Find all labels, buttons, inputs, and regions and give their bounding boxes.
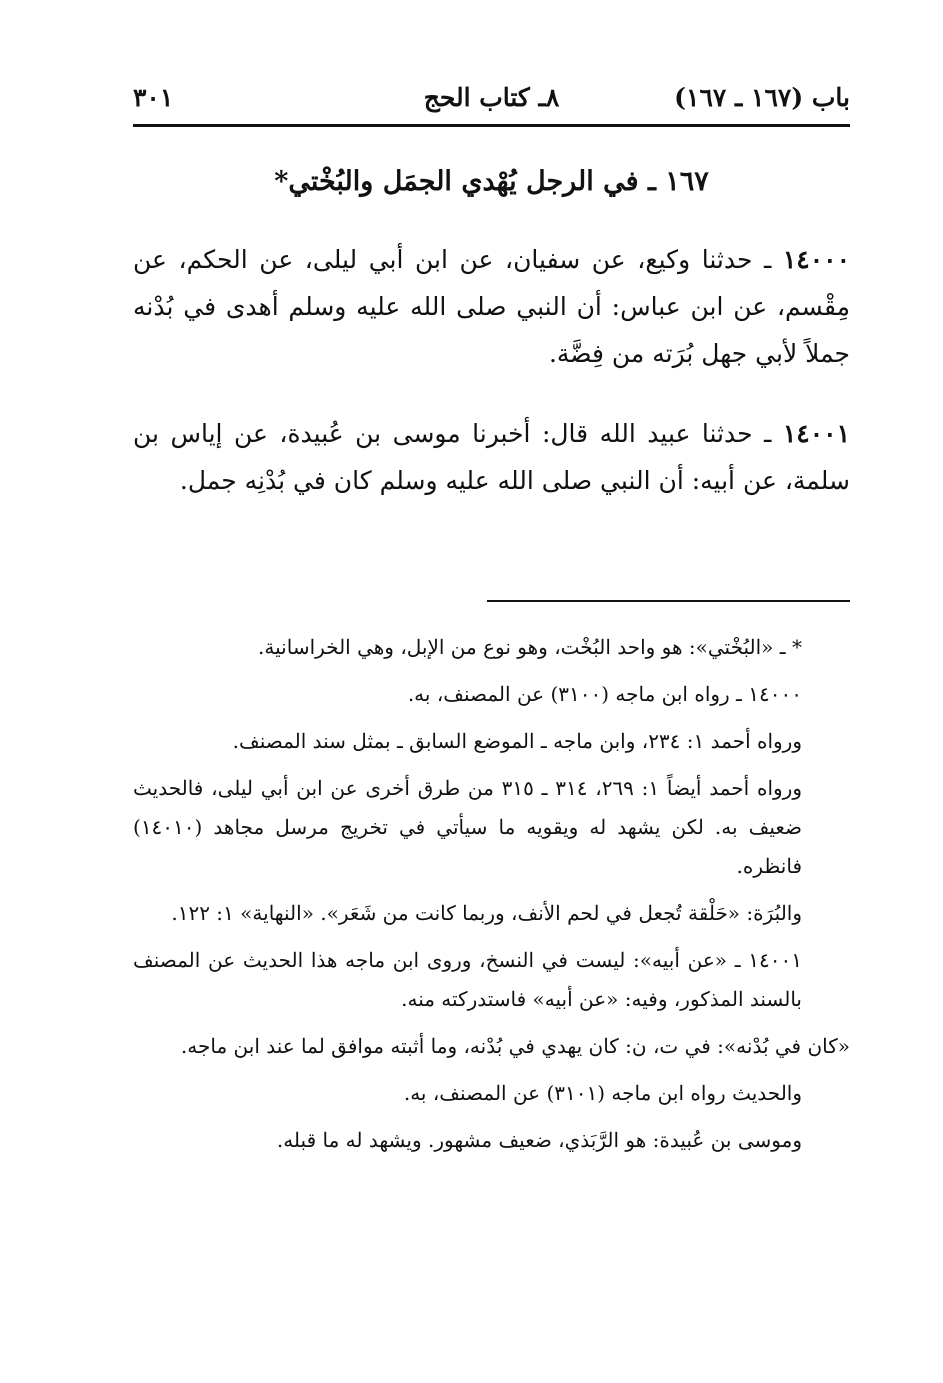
footnote: ورواه أحمد ١: ٢٣٤، وابن ماجه ـ الموضع السابق ـ بمثل سند المصنف.: [232, 729, 802, 753]
footnote: ١٤٠٠١ ـ «عن أبيه»: ليست في النسخ، وروى ابن ماجه هذا الحديث عن المصنف بالسند المذكور، وفيه: «عن أبيه» فاستدركته منه.: [133, 948, 802, 1011]
footnote: والبُرَة: «حَلْقة تُجعل في لحم الأنف، وربما كانت من شَعَر». «النهاية» ١: ١٢٢.: [171, 901, 802, 925]
footnote-divider: [487, 600, 850, 602]
hadith-text: ـ حدثنا وكيع، عن سفيان، عن ابن أبي ليلى، عن الحكم، عن مِقْسم، عن ابن عباس: أن النبي صلى الله عليه وسلم أهدى في بُدْنه جملاً لأبي جهل بُرَته من فِضَّة.: [133, 245, 850, 368]
hadith-14001: [133, 410, 850, 504]
footnote: والحديث رواه ابن ماجه (٣١٠١) عن المصنف، به.: [403, 1081, 802, 1105]
page-number: ٣٠١: [133, 83, 174, 112]
footnote: «كان في بُدْنه»: في ت، ن: كان يهدي في بُدْنه، وما أثبته موافق لما عند ابن ماجه.: [180, 1034, 850, 1058]
hadith-text: ـ حدثنا عبيد الله قال: أخبرنا موسى بن عُبيدة، عن إياس بن سلمة، عن أبيه: أن النبي صلى الله عليه وسلم كان في بُدْنِه جمل.: [133, 419, 850, 495]
chapter-title: ١٦٧ ـ في الرجل يُهْدي الجمَل والبُخْتي*: [274, 166, 709, 197]
footnote: وموسى بن عُبيدة: هو الرَّبَذي، ضعيف مشهور. ويشهد له ما قبله.: [276, 1128, 802, 1152]
hadith-number: ١٤٠٠٠: [782, 245, 850, 274]
hadith-number: ١٤٠٠١: [782, 419, 850, 448]
chapter-range: باب (١٦٧ ـ ١٦٧): [674, 83, 850, 112]
footnote: ورواه أحمد أيضاً ١: ٢٦٩، ٣١٤ ـ ٣١٥ من طرق أخرى عن ابن أبي ليلى، فالحديث ضعيف به. لكن يشهد له ويقويه ما سيأتي في تخريج مرسل مجاهد (١٤٠١٠) فانظره.: [133, 776, 802, 878]
hadith-14000: [133, 236, 850, 377]
footnotes: [133, 628, 850, 1168]
footnote: * ـ «البُخْتي»: هو واحد البُخْت، وهو نوع من الإبل، وهي الخراسانية.: [258, 635, 802, 659]
book-title: ٨ـ كتاب الحج: [423, 83, 560, 112]
footnote: ١٤٠٠٠ ـ رواه ابن ماجه (٣١٠٠) عن المصنف، به.: [407, 682, 802, 706]
page-header: [133, 78, 850, 122]
header-divider: [133, 124, 850, 127]
